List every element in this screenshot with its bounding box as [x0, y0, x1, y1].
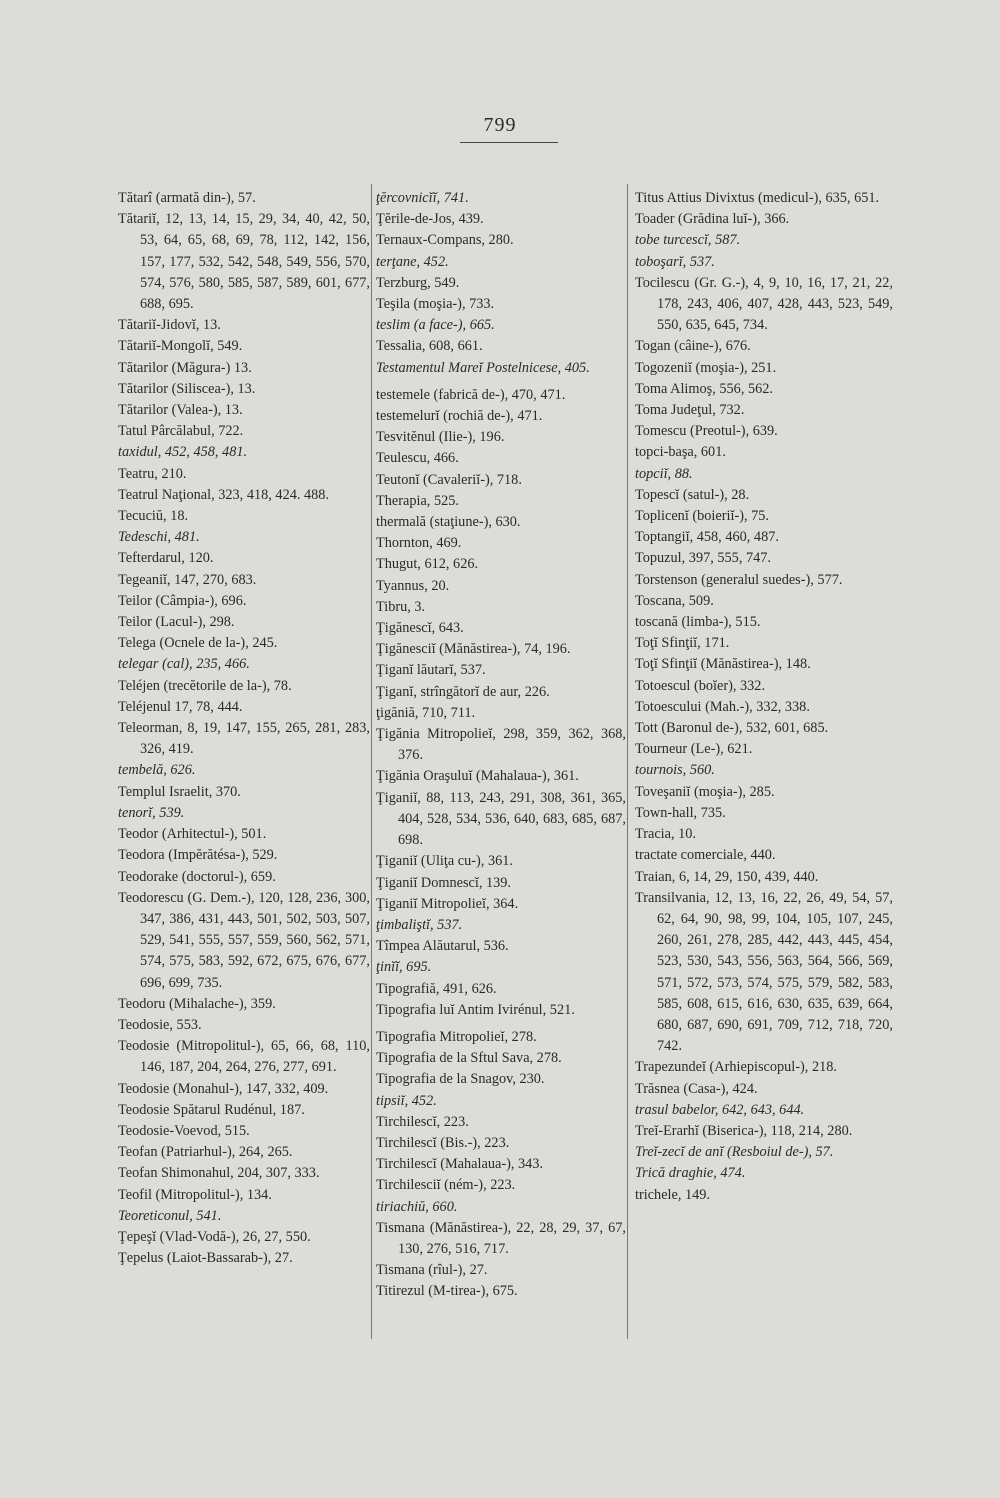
- index-entry: Tătarilor (Măgura-) 13.: [118, 359, 252, 376]
- index-entry: Ţiganĭ lăutarĭ, 537.: [376, 662, 486, 679]
- page-number-rule: [460, 142, 558, 143]
- index-entry: Teodorake (doctorul-), 659.: [118, 868, 276, 885]
- index-entry: Topuzul, 397, 555, 747.: [635, 550, 772, 567]
- index-entry: ţĕrcovnicĭĭ, 741.: [376, 190, 469, 206]
- index-entry: testemele (fabrică de-), 470, 471.: [376, 386, 566, 403]
- index-entry: Tipografia luĭ Antim Ivirénul, 521.: [376, 1001, 575, 1018]
- index-entry: Teodosie (Mitropolitul-), 65, 66, 68, 110, 146, 187, 204, 264, 276, 277, 691.: [118, 1038, 370, 1076]
- index-entry: Tibru, 3.: [376, 598, 426, 615]
- index-entry: Tomescu (Preotul-), 639.: [635, 423, 778, 440]
- index-entry: Tătariĭ-Mongolĭ, 549.: [118, 338, 243, 355]
- index-entry: Tirchilescĭ, 223.: [376, 1113, 469, 1130]
- index-entry: testemelurĭ (rochiă de-), 471.: [376, 408, 543, 425]
- index-entry: Traian, 6, 14, 29, 150, 439, 440.: [635, 868, 819, 885]
- index-entry: Ţiganiĭ Mitropolieĭ, 364.: [376, 895, 519, 912]
- index-entry: Thornton, 469.: [376, 535, 462, 552]
- index-entry: Tirchilescĭ (Bis.-), 223.: [376, 1134, 510, 1151]
- index-entry: Teodosie Spătarul Rudénul, 187.: [118, 1101, 305, 1118]
- index-entry: Toptangiĭ, 458, 460, 487.: [635, 529, 779, 546]
- index-entry: Tefterdarul, 120.: [118, 550, 214, 567]
- index-entry: Tătariĭ-Jidovĭ, 13.: [118, 317, 221, 334]
- column-divider: [627, 184, 628, 1339]
- index-entry: Tyannus, 20.: [376, 577, 450, 594]
- index-entry: tipsiĭ, 452.: [376, 1092, 437, 1109]
- index-entry: Ţepeşĭ (Vlad-Vodă-), 26, 27, 550.: [118, 1228, 311, 1245]
- index-entry: Treĭ-zecĭ de anĭ (Resboiul de-), 57.: [635, 1144, 834, 1161]
- index-entry: Tecuciŭ, 18.: [118, 508, 189, 525]
- index-entry: Tegeaniĭ, 147, 270, 683.: [118, 571, 257, 588]
- index-entry: telegar (cal), 235, 466.: [118, 656, 250, 673]
- index-entry: Tott (Baronul de-), 532, 601, 685.: [635, 720, 829, 737]
- index-entry: Ţigănescĭ, 643.: [376, 620, 464, 637]
- index-entry: Ţiganiĭ, 88, 113, 243, 291, 308, 361, 365, 404, 528, 534, 536, 640, 683, 685, 687, 698.: [376, 789, 626, 849]
- index-entry: Teatrul Naţional, 323, 418, 424. 488.: [118, 486, 330, 503]
- index-entry: Transilvania, 12, 13, 16, 22, 26, 49, 54, 57, 62, 64, 90, 98, 99, 104, 105, 107, 245, 260, 261, 278, 285, 442, 443, 445, 454, 523, 530, 543, 556, 563, 564, 566, 569, 571, 572, 573, 574, 575, 579, 582, 583, 585, 608, 615, 616, 630, 635, 639, 664, 680, 687, 690, 691, 709, 712, 718, 720, 742.: [635, 889, 893, 1055]
- index-entry: tractate comerciale, 440.: [635, 847, 776, 864]
- index-entry: Tracia, 10.: [635, 826, 697, 843]
- index-entry: Toma Judeţul, 732.: [635, 402, 745, 419]
- index-entry: Ţiganiĭ (Uliţa cu-), 361.: [376, 853, 513, 870]
- index-entry: Ţigănesciĭ (Mănăstirea-), 74, 196.: [376, 641, 571, 658]
- index-entry: Teleorman, 8, 19, 147, 155, 265, 281, 283, 326, 419.: [118, 720, 370, 758]
- index-entry: Ţiganĭ, strîngătorĭ de aur, 226.: [376, 683, 550, 700]
- index-entry: Teléjen (trecĕtorile de la-), 78.: [118, 677, 292, 694]
- index-entry: terţane, 452.: [376, 253, 449, 270]
- index-entry: Totoescului (Mah.-), 332, 338.: [635, 698, 810, 715]
- index-entry: Teodoru (Mihalache-), 359.: [118, 995, 276, 1012]
- index-entry: teslim (a face-), 665.: [376, 317, 495, 334]
- index-entry: Teodora (Impĕrătésa-), 529.: [118, 847, 278, 864]
- index-entry: ţigăniă, 710, 711.: [376, 704, 476, 721]
- index-entry: Toveşaniĭ (moşia-), 285.: [635, 783, 775, 800]
- index-entry: Terzburg, 549.: [376, 274, 460, 291]
- index-entry: Therapia, 525.: [376, 492, 459, 509]
- index-entry: Teodosie-Voevod, 515.: [118, 1122, 250, 1139]
- index-entry: Teoreticonul, 541.: [118, 1207, 222, 1224]
- index-entry: Testamentul Mareĭ Postelnicese, 405.: [376, 359, 590, 376]
- index-entry: Tipografia de la Sftul Sava, 278.: [376, 1050, 562, 1067]
- index-entry: Toader (Grădina luĭ-), 366.: [635, 211, 790, 228]
- index-entry: Togan (câine-), 676.: [635, 338, 751, 355]
- index-entry: Teofan (Patriarhul-), 264, 265.: [118, 1144, 293, 1161]
- index-entry: Ţepelus (Laiot-Bassarab-), 27.: [118, 1250, 293, 1267]
- index-entry: Tirchilesciĭ (ném-), 223.: [376, 1177, 516, 1194]
- index-entry: Tessalia, 608, 661.: [376, 338, 483, 355]
- index-entry: ţimbaliştĭ, 537.: [376, 916, 463, 933]
- index-entry: trichele, 149.: [635, 1186, 711, 1203]
- index-entry: Torstenson (generalul suedes-), 577.: [635, 571, 843, 588]
- index-entry: toboşarĭ, 537.: [635, 253, 715, 270]
- index-entry: thermală (staţiune-), 630.: [376, 514, 521, 531]
- index-entry: Toscana, 509.: [635, 592, 714, 609]
- index-entry: Thugut, 612, 626.: [376, 556, 479, 573]
- index-column-1: [118, 188, 370, 1269]
- index-entry: topci-başa, 601.: [635, 444, 726, 461]
- page-number: 799: [483, 114, 517, 136]
- column-divider: [371, 184, 372, 1339]
- index-entry: Toţĭ Sfinţiĭ, 171.: [635, 635, 730, 652]
- index-entry: tournois, 560.: [635, 762, 715, 779]
- index-entry: toscană (limba-), 515.: [635, 614, 761, 631]
- index-entry: Toţĭ Sfinţiĭ (Mănăstirea-), 148.: [635, 656, 811, 673]
- index-entry: Teofan Shimonahul, 204, 307, 333.: [118, 1165, 320, 1182]
- index-column-2: [376, 188, 626, 1303]
- index-entry: Teodorescu (G. Dem.-), 120, 128, 236, 300, 347, 386, 431, 443, 501, 502, 503, 507, 529, 541, 555, 557, 559, 560, 562, 571, 574, 575, 583, 592, 672, 675, 676, 677, 696, 699, 735.: [118, 889, 370, 991]
- index-entry: Teléjenul 17, 78, 444.: [118, 698, 243, 715]
- index-entry: tenorĭ, 539.: [118, 804, 185, 821]
- index-entry: Tismana (Mănăstirea-), 22, 28, 29, 37, 67, 130, 276, 516, 717.: [376, 1219, 626, 1257]
- index-entry: Teodor (Arhitectul-), 501.: [118, 826, 267, 843]
- index-entry: tobe turcescĭ, 587.: [635, 232, 741, 249]
- index-entry: Toma Alimoş, 556, 562.: [635, 380, 773, 397]
- index-entry: Teilor (Lacul-), 298.: [118, 614, 235, 631]
- index-entry: taxidul, 452, 458, 481.: [118, 444, 248, 461]
- index-entry: Ternaux-Compans, 280.: [376, 232, 514, 249]
- index-entry: Tismana (rîul-), 27.: [376, 1262, 488, 1279]
- index-entry: Teodosie, 553.: [118, 1016, 202, 1033]
- index-column-3: [635, 188, 893, 1206]
- index-entry: Tocilescu (Gr. G.-), 4, 9, 10, 16, 17, 21, 22, 178, 243, 406, 407, 428, 443, 523, 549, 550, 635, 645, 734.: [635, 274, 893, 334]
- index-entry: Tesvitĕnul (Ilie-), 196.: [376, 429, 505, 446]
- index-entry: Tatul Pârcălabul, 722.: [118, 423, 244, 440]
- index-entry: Teodosie (Monahul-), 147, 332, 409.: [118, 1080, 329, 1097]
- index-entry: Tîmpea Alăutarul, 536.: [376, 938, 509, 955]
- index-entry: Trăsnea (Casa-), 424.: [635, 1080, 758, 1097]
- index-entry: Telega (Ocnele de la-), 245.: [118, 635, 278, 652]
- index-entry: Tipografia Mitropolieĭ, 278.: [376, 1028, 537, 1045]
- index-entry: Titus Attius Divixtus (medicul-), 635, 651.: [635, 190, 880, 206]
- index-entry: Templul Israelit, 370.: [118, 783, 241, 800]
- index-entry: Teofil (Mitropolitul-), 134.: [118, 1186, 272, 1203]
- index-entry: Tirchilescĭ (Mahalaua-), 343.: [376, 1156, 544, 1173]
- index-entry: Ţiganiĭ Domnescĭ, 139.: [376, 874, 512, 891]
- index-entry: trasul babelor, 642, 643, 644.: [635, 1101, 805, 1118]
- index-entry: Togozeniĭ (moşia-), 251.: [635, 359, 777, 376]
- index-entry: Trică draghie, 474.: [635, 1165, 746, 1182]
- index-entry: Teatru, 210.: [118, 465, 187, 482]
- index-entry: Tătarilor (Valea-), 13.: [118, 402, 243, 419]
- index-entry: Teşila (moşia-), 733.: [376, 296, 495, 313]
- index-entry: Ţigănia Oraşuluĭ (Mahalaua-), 361.: [376, 768, 579, 785]
- index-entry: tiriachiŭ, 660.: [376, 1198, 458, 1215]
- index-entry: Tătariĭ, 12, 13, 14, 15, 29, 34, 40, 42, 50, 53, 64, 65, 68, 69, 78, 112, 142, 156, 157, 177, 532, 542, 548, 549, 556, 570, 574, 576, 580, 585, 587, 589, 601, 677, 688, 695.: [118, 211, 370, 313]
- index-entry: Toplicenĭ (boieriĭ-), 75.: [635, 508, 769, 525]
- index-entry: Trapezundeĭ (Arhiepiscopul-), 218.: [635, 1059, 837, 1076]
- index-entry: Teutonĭ (Cavaleriĭ-), 718.: [376, 471, 522, 488]
- index-entry: ţinĭĭ, 695.: [376, 959, 432, 976]
- index-entry: Town-hall, 735.: [635, 804, 726, 821]
- index-entry: Tipografia de la Snagov, 230.: [376, 1071, 545, 1088]
- index-entry: Tipografiă, 491, 626.: [376, 980, 497, 997]
- index-entry: Tedeschi, 481.: [118, 529, 200, 546]
- index-entry: Teilor (Câmpia-), 696.: [118, 592, 247, 609]
- index-entry: Titirezul (M-tirea-), 675.: [376, 1283, 518, 1300]
- index-entry: Teulescu, 466.: [376, 450, 459, 467]
- index-entry: Treĭ-Erarhĭ (Biserica-), 118, 214, 280.: [635, 1122, 853, 1139]
- index-entry: Tourneur (Le-), 621.: [635, 741, 753, 758]
- index-entry: tembelă, 626.: [118, 762, 196, 779]
- index-entry: Ţigănia Mitropolieĭ, 298, 359, 362, 368, 376.: [376, 726, 626, 764]
- index-entry: Topescĭ (satul-), 28.: [635, 486, 750, 503]
- index-entry: Tătarilor (Siliscea-), 13.: [118, 380, 256, 397]
- index-entry: Totoescul (boĭer), 332.: [635, 677, 766, 694]
- index-entry: Ţĕrile-de-Jos, 439.: [376, 211, 484, 228]
- index-entry: Tătarî (armată din-), 57.: [118, 190, 256, 206]
- index-entry: topciĭ, 88.: [635, 465, 693, 482]
